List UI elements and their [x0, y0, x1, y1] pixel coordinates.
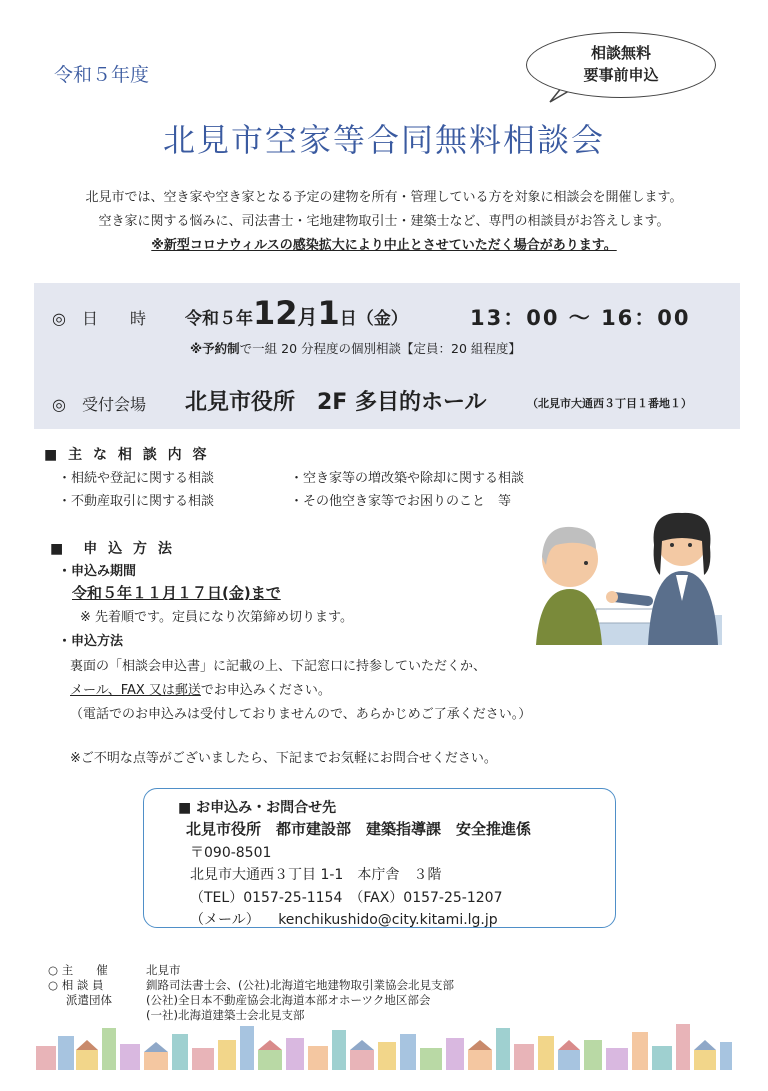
date-month: 12 [253, 294, 298, 332]
orgs-label: ○ 相 談 員 [48, 978, 104, 992]
date-weekday: （金） [356, 309, 408, 329]
org-3: (一社)北海道建築士会北見支部 [146, 1008, 305, 1022]
consult-heading: ■ 主 な 相 談 内 容 [44, 447, 210, 463]
contact-mail-label: （メール） [190, 912, 260, 928]
date-era: 令和５年 [185, 309, 253, 329]
consultation-illustration [536, 505, 722, 645]
venue-address: （北見市大通西３丁目１番地１） [527, 397, 692, 410]
contact-mail-line [190, 909, 498, 929]
date-label: ◎ 日 時 [52, 309, 146, 328]
apply-method-label: ・申込方法 [58, 634, 124, 649]
apply-method-line3: （電話でのお申込みは受付しておりませんので、あらかじめご了承ください。） [70, 707, 532, 722]
contact-org: 北見市役所 都市建設部 建築指導課 安全推進係 [186, 820, 532, 838]
consult-item-1: ・相続や登記に関する相談 [58, 471, 215, 486]
date-day-unit: 日 [339, 309, 357, 329]
inquiry-note: ※ご不明な点等がございましたら、下記までお気軽にお問合せください。 [70, 751, 497, 766]
org-1: 釧路司法書士会、(公社)北海道宅地建物取引業協会北見支部 [146, 978, 454, 992]
apply-period-label: ・申込み期間 [58, 564, 137, 579]
reservation-note-bold: ※予約制 [190, 341, 240, 356]
consult-item-3: ・不動産取引に関する相談 [58, 494, 215, 509]
event-time: 13：00 ～ 16：00 [470, 306, 691, 330]
contact-address: 北見市大通西３丁目 1-1 本庁舎 ３階 [190, 867, 442, 883]
reservation-note-rest: で一組 20 分程度の個別相談【定員：20 組程度】 [239, 341, 521, 356]
apply-method-line2-rest: でお申込みください。 [200, 683, 331, 698]
bubble-line2: 要事前申込 [583, 66, 659, 84]
bubble-line1: 相談無料 [590, 44, 651, 62]
contact-zip: 〒090-8501 [190, 845, 272, 861]
venue-name: 北見市役所 2F 多目的ホール [185, 390, 487, 415]
covid-warning: ※新型コロナウィルスの感染拡大により中止とさせていただく場合があります。 [151, 238, 617, 253]
venue-label: ◎ 受付会場 [52, 395, 146, 414]
host-name: 北見市 [146, 963, 181, 977]
date-day: 1 [317, 294, 340, 332]
apply-method-line1: 裏面の「相談会申込書」に記載の上、下記窓口に持参していただくか、 [70, 659, 487, 674]
free-consultation-bubble [526, 32, 716, 98]
apply-method-line2 [70, 679, 331, 698]
apply-method-channels: メール、FAX 又は郵送 [70, 683, 201, 698]
contact-mail[interactable]: kenchikushido@city.kitami.lg.jp [278, 912, 498, 928]
apply-period-note: ※ 先着順です。定員になり次第締め切ります。 [80, 610, 353, 625]
org-2: (公社)全日本不動産協会北海道本部オホーツク地区部会 [146, 993, 431, 1007]
intro-line1: 北見市では、空き家や空き家となる予定の建物を所有・管理している方を対象に相談会を開催します。 [85, 190, 683, 205]
orgs-label-2: 派遣団体 [66, 993, 112, 1007]
contact-tel-fax: （TEL）0157-25-1154 （FAX）0157-25-1207 [190, 890, 503, 906]
townscape-illustration [36, 1020, 732, 1070]
contact-heading: ■ お申込み・お問合せ先 [178, 800, 337, 816]
event-date [185, 294, 408, 332]
page-title: 北見市空家等合同無料相談会 [162, 121, 605, 159]
apply-heading: ■ 申 込 方 法 [50, 541, 175, 557]
fiscal-year: 令和５年度 [54, 64, 150, 86]
consult-item-2: ・空き家等の増改築や除却に関する相談 [290, 471, 525, 486]
consult-item-4: ・その他空き家等でお困りのこと 等 [290, 494, 512, 509]
apply-period: 令和５年１１月１７日(金)まで [72, 584, 281, 602]
intro-line2: 空き家に関する悩みに、司法書士・宅地建物取引士・建築士など、専門の相談員がお答えします。 [98, 214, 670, 229]
reservation-note [190, 339, 521, 357]
host-label: ○ 主 催 [48, 963, 108, 977]
date-month-unit: 月 [297, 305, 318, 329]
